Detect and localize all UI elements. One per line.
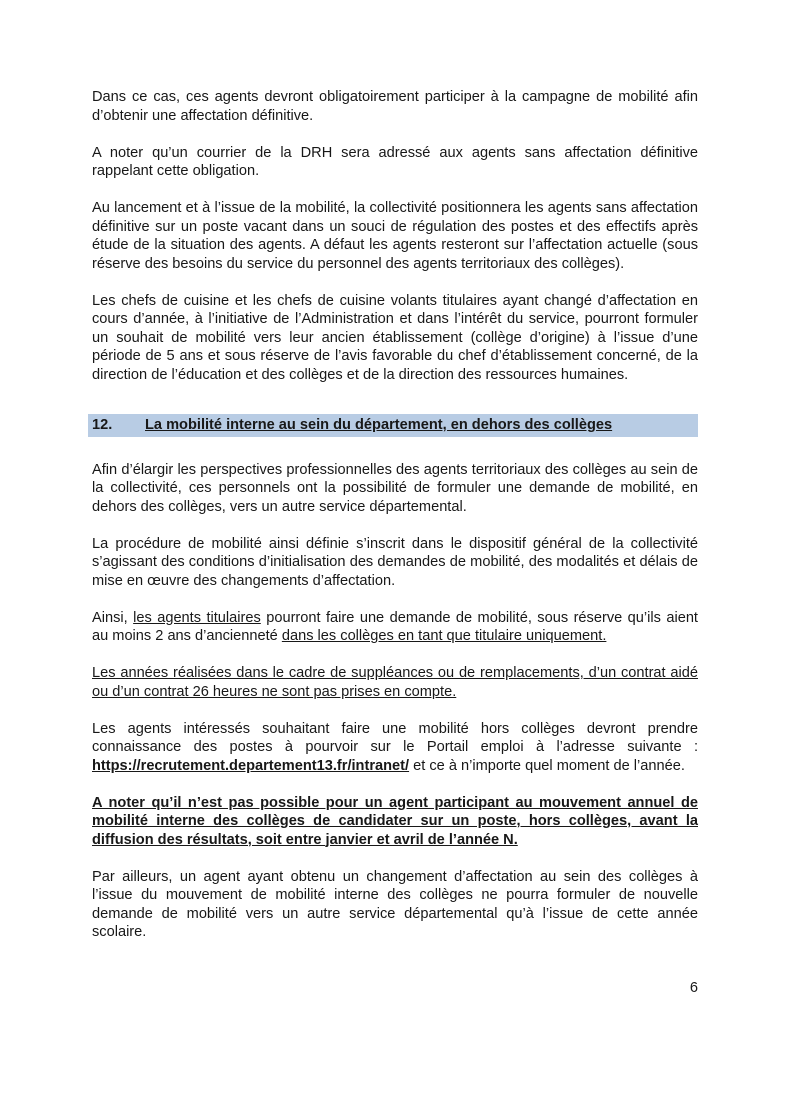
paragraph-courrier-drh: A noter qu’un courrier de la DRH sera adressé aux agents sans affectation définitive rappelant cette obligation. bbox=[92, 144, 698, 179]
paragraph-segment-underlined: dans les collèges en tant que titulaire uniquement. bbox=[281, 628, 607, 644]
paragraph-portail-emploi bbox=[92, 720, 698, 776]
paragraph-agents-titulaires bbox=[92, 609, 698, 646]
paragraph-procedure-mobilite: La procédure de mobilité ainsi définie s’inscrit dans le dispositif général de la collectivité s’agissant des conditions d’initialisation des demandes de mobilité, des modalités et délais de mise en œuvre des changements d’affectation. bbox=[92, 535, 698, 589]
section-heading-12 bbox=[88, 414, 698, 437]
paragraph-chefs-cuisine: Les chefs de cuisine et les chefs de cuisine volants titulaires ayant changé d’affectation en cours d’année, à l’initiative de l’Administration et dans l’intérêt du service, pourront formuler un souhait de mobilité vers leur ancien établissement (collège d’origine) à l’issue d’une période de 5 ans et sous réserve de l’avis favorable du chef d’établissement concerné, de la direction de l’éducation et des collèges et de la direction des ressources humaines. bbox=[92, 292, 698, 383]
section-number: 12. bbox=[92, 417, 113, 433]
paragraph-lancement-mobilite: Au lancement et à l’issue de la mobilité, la collectivité positionnera les agents sans affectation définitive sur un poste vacant dans un souci de régulation des postes et des effectifs après étude de la situation des agents. A défaut les agents resteront sur l’affectation actuelle (sous réserve des besoins du service du personnel des agents territoriaux des collèges). bbox=[92, 200, 698, 272]
paragraph-campagne-mobilite: Dans ce cas, ces agents devront obligatoirement participer à la campagne de mobilité afin d’obtenir une affectation définitive. bbox=[92, 89, 698, 124]
paragraph-segment-underlined: les agents titulaires bbox=[133, 609, 261, 626]
document-content bbox=[92, 88, 698, 997]
paragraph-segment: Ainsi, bbox=[92, 609, 134, 626]
intranet-link[interactable]: https://recrutement.departement13.fr/intranet/ bbox=[92, 757, 410, 774]
paragraph-segment: Les agents intéressés souhaitant faire une mobilité hors collèges devront prendre connaissance des postes à pourvoir sur le Portail emploi à l’adresse suivante : bbox=[92, 720, 698, 755]
section-title: La mobilité interne au sein du département, en dehors des collèges bbox=[145, 417, 613, 433]
paragraph-changement-affectation: Par ailleurs, un agent ayant obtenu un changement d’affectation au sein des collèges à l’issue du mouvement de mobilité interne des collèges ne pourra formuler de nouvelle demande de mobilité vers un autre service départemental qu’à l’issue de cette année scolaire. bbox=[92, 868, 698, 940]
page-number: 6 bbox=[689, 979, 698, 996]
paragraph-annees-suppleances: Les années réalisées dans le cadre de suppléances ou de remplacements, d’un contrat aidé ou d’un contrat 26 heures ne sont pas prises en compte. bbox=[92, 665, 698, 700]
paragraph-notice-candidature: A noter qu’il n’est pas possible pour un agent participant au mouvement annuel de mobilité interne des collèges de candidater sur un poste, hors collèges, avant la diffusion des résultats, soit entre janvier et avril de l’année N. bbox=[92, 794, 698, 848]
paragraph-segment: et ce à n’importe quel moment de l’année. bbox=[409, 757, 685, 774]
paragraph-elargir-perspectives: Afin d’élargir les perspectives professionnelles des agents territoriaux des collèges au sein de la collectivité, ces personnels ont la possibilité de formuler une demande de mobilité, en dehors des collèges, vers un autre service départemental. bbox=[92, 461, 698, 515]
paragraph-segment: pourront faire une demande de mobilité, sous réserve qu’ils aient au moins 2 ans d’ancienneté bbox=[92, 609, 698, 644]
